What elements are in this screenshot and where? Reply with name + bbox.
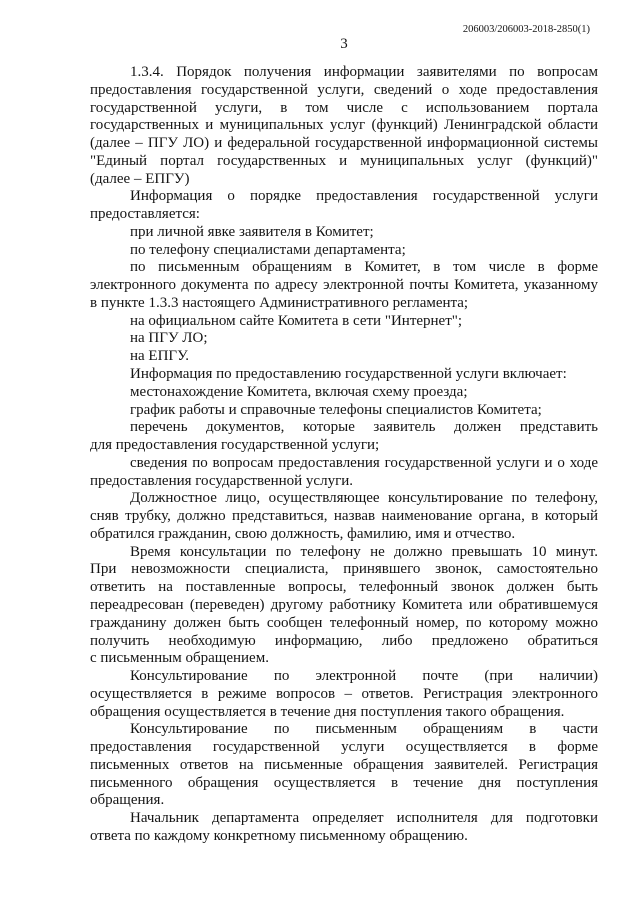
paragraph-line: график работы и справочные телефоны специалистов Комитета; (130, 401, 542, 418)
list-item (90, 259, 598, 312)
paragraph-line: в пункте 1.3.3 настоящего Административного регламента; (90, 294, 469, 311)
paragraph-line: Информация по предоставлению государственной услуги включает: (130, 366, 567, 383)
paragraph-line: по письменным обращениям в Комитет, в том числе в форме (130, 259, 598, 276)
paragraph-line: ответа по каждому конкретному письменному обращению. (90, 827, 468, 844)
paragraph-line: (далее – ЕПГУ) (90, 170, 190, 187)
paragraph-line: гражданину должен быть сообщен телефонный номер, по которому можно (90, 614, 598, 631)
list-item (90, 348, 598, 366)
paragraph-line: получить необходимую информацию, либо предложено обратиться (90, 632, 598, 649)
paragraph-line: обращения осуществляется в течение дня поступления такого обращения. (90, 703, 565, 720)
paragraph-line: сведения по вопросам предоставления государственной услуги и о ходе (130, 454, 598, 471)
paragraph-line: предоставляется: (90, 206, 200, 223)
paragraph-1-3-4 (90, 64, 598, 188)
paragraph-line: переадресован (переведен) другому работнику Комитета или обратившемуся (90, 596, 598, 613)
paragraph-line: (далее – ПГУ ЛО) и федеральной государственной информационной системы (90, 135, 598, 152)
paragraph-line: предоставления государственной услуги, сведений о ходе предоставления (90, 81, 598, 98)
paragraph (90, 490, 598, 543)
paragraph (90, 188, 598, 224)
paragraph-line: ответить на поставленные вопросы, телефонный звонок должен быть (90, 579, 598, 596)
paragraph-line: обращения. (90, 792, 165, 809)
paragraph-line: на официальном сайте Комитета в сети "Интернет"; (130, 312, 463, 329)
list-item (90, 330, 598, 348)
paragraph-line: государственной услуги, в том числе с использованием портала (90, 99, 598, 116)
paragraph-line: "Единый портал государственных и муниципальных услуг (функций)" (90, 152, 598, 169)
paragraph-line: на ЕПГУ. (130, 348, 190, 365)
document-body (90, 64, 598, 846)
paragraph-line: Консультирование по электронной почте (при наличии) (130, 668, 598, 685)
list-item (90, 224, 598, 242)
paragraph-line: при личной явке заявителя в Комитет; (130, 223, 374, 240)
paragraph-line: При невозможности специалиста, принявшего звонок, самостоятельно (90, 561, 598, 578)
paragraph-line: электронного документа по адресу электронной почты Комитета, указанному (90, 277, 598, 294)
paragraph-line: государственных и муниципальных услуг (функций) Ленинградской области (90, 117, 598, 134)
document-number: 206003/206003-2018-2850(1) (462, 24, 590, 35)
paragraph-line: перечень документов, которые заявитель должен представить (130, 419, 598, 436)
paragraph-line: письменного обращения осуществляется в течение дня поступления (90, 774, 598, 791)
paragraph-line: для предоставления государственной услуги; (90, 437, 380, 454)
paragraph (90, 668, 598, 721)
paragraph-line: по телефону специалистами департамента; (130, 241, 406, 258)
paragraph-line: письменных ответов на письменные обращения заявителей. Регистрация (90, 756, 598, 773)
paragraph-line: на ПГУ ЛО; (130, 330, 208, 347)
list-item (90, 419, 598, 455)
list-item (90, 313, 598, 331)
paragraph-line: Время консультации по телефону не должно превышать 10 минут. (130, 543, 598, 560)
paragraph (90, 810, 598, 846)
paragraph (90, 721, 598, 810)
paragraph-line: Информация о порядке предоставления государственной услуги (130, 188, 598, 205)
list-item (90, 402, 598, 420)
paragraph-line: Начальник департамента определяет исполнителя для подготовки (130, 810, 598, 827)
paragraph-line: предоставления государственной услуги. (90, 472, 354, 489)
paragraph-line: с письменным обращением. (90, 650, 269, 667)
list-item (90, 384, 598, 402)
paragraph-line: осуществляется в режиме вопросов – ответов. Регистрация электронного (90, 685, 598, 702)
paragraph-line: местонахождение Комитета, включая схему проезда; (130, 383, 468, 400)
list-item (90, 455, 598, 491)
paragraph-line: обратился гражданин, свою должность, фамилию, имя и отчество. (90, 525, 516, 542)
paragraph-line: сняв трубку, должно представиться, назвав наименование органа, в который (90, 508, 598, 525)
paragraph-line: Должностное лицо, осуществляющее консультирование по телефону, (130, 490, 598, 507)
paragraph-line: Консультирование по письменным обращениям в части (130, 721, 598, 738)
paragraph-line: 1.3.4. Порядок получения информации заявителями по вопросам (130, 64, 598, 80)
paragraph (90, 544, 598, 668)
list-item (90, 242, 598, 260)
paragraph-line: предоставления государственной услуги осуществляется в форме (90, 739, 598, 756)
paragraph (90, 366, 598, 384)
page-number: 3 (340, 36, 348, 52)
